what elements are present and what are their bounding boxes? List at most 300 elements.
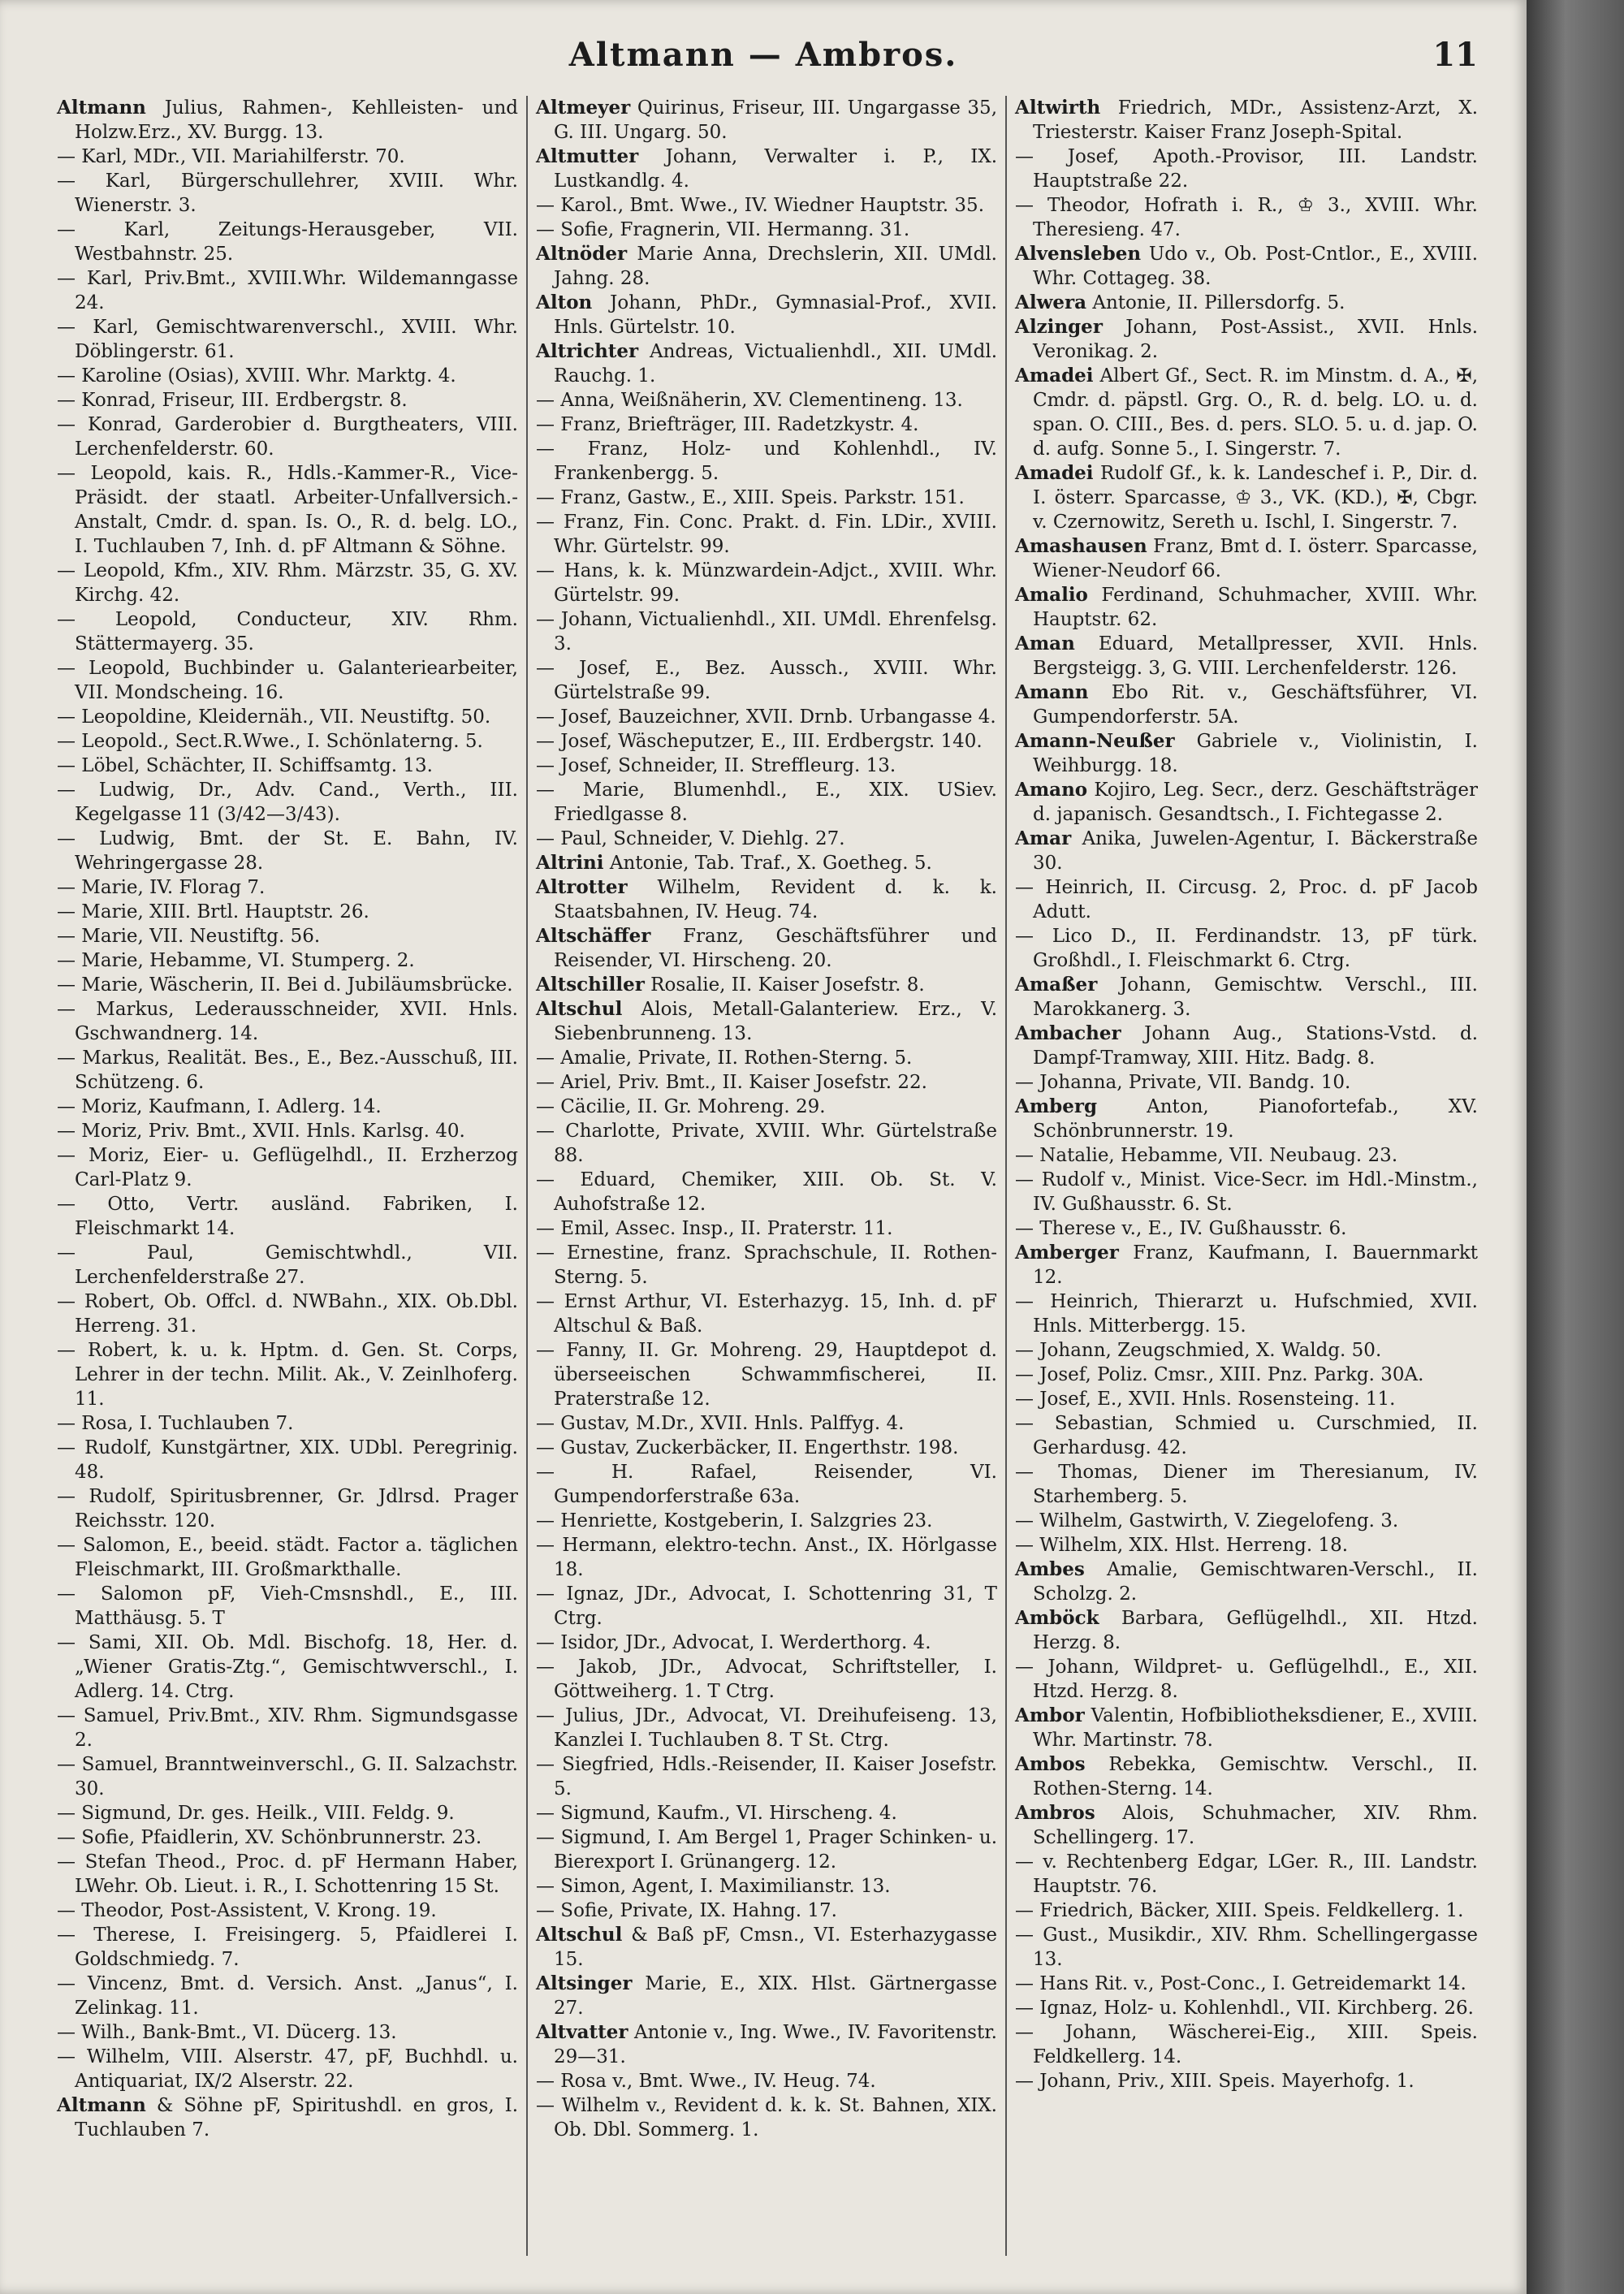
directory-entry xyxy=(1015,1143,1478,1168)
directory-entry xyxy=(536,1411,997,1436)
directory-entry xyxy=(536,1704,997,1752)
directory-entry xyxy=(57,875,518,900)
entry-surname: Amadei xyxy=(1015,365,1094,387)
entry-details: Alois, Metall-Galanteriew. Erz., V. Siebenbrunneng. 13. xyxy=(554,999,997,1044)
directory-entry xyxy=(1015,1972,1478,1996)
entry-details: — Robert, Ob. Offcl. d. NWBahn., XIX. Ob.Dbl. Herreng. 31. xyxy=(57,1291,518,1337)
directory-entry xyxy=(1015,1752,1478,1801)
column-1 xyxy=(49,96,528,2256)
entry-details: — Marie, Blumenhdl., E., XIX. USiev. Friedlgasse 8. xyxy=(536,780,997,825)
entry-details: — Franz, Holz- und Kohlenhdl., IV. Frankenbergg. 5. xyxy=(536,438,997,484)
entry-details: — Wilh., Bank-Bmt., VI. Dücerg. 13. xyxy=(57,2022,397,2043)
entry-details: Eduard, Metallpresser, XVII. Hnls. Bergsteigg. 3, G. VIII. Lerchenfelderstr. 126. xyxy=(1033,633,1478,679)
entry-surname: Altmutter xyxy=(536,145,639,167)
directory-entry xyxy=(536,2069,997,2093)
entry-details: — Sigmund, I. Am Bergel 1, Prager Schinken- u. Bierexport I. Grünangerg. 12. xyxy=(536,1827,997,1873)
directory-entry xyxy=(1015,1533,1478,1557)
entry-surname: Altmeyer xyxy=(536,97,631,119)
directory-entry xyxy=(1015,315,1478,364)
entry-details: — Leopoldine, Kleidernäh., VII. Neustiftg. 50. xyxy=(57,706,491,728)
entry-details: Quirinus, Friseur, III. Ungargasse 35, G. III. Ungarg. 50. xyxy=(554,97,998,143)
entry-surname: Amadei xyxy=(1015,462,1094,484)
directory-entry xyxy=(57,2045,518,2093)
entry-details: — Friedrich, Bäcker, XIII. Speis. Feldkellerg. 1. xyxy=(1015,1900,1464,1921)
entry-surname: Amalio xyxy=(1015,584,1088,606)
entry-details: Franz, Geschäftsführer und Reisender, VI. Hirscheng. 20. xyxy=(554,926,997,971)
entry-details: Antonie v., Ing. Wwe., IV. Favoritenstr. 29—31. xyxy=(554,2022,997,2067)
entry-details: Barbara, Geflügelhdl., XII. Htzd. Herzg. 8. xyxy=(1033,1608,1478,1653)
directory-entry xyxy=(57,1825,518,1850)
entry-details: — Cäcilie, II. Gr. Mohreng. 29. xyxy=(536,1096,826,1117)
directory-entry xyxy=(57,778,518,827)
entry-details: — Moriz, Eier- u. Geflügelhdl., II. Erzherzog Carl-Platz 9. xyxy=(57,1145,518,1190)
directory-entry xyxy=(1015,680,1478,729)
entry-details: — Heinrich, II. Circusg. 2, Proc. d. pF Jacob Adutt. xyxy=(1015,877,1478,922)
entry-details: — Charlotte, Private, XVIII. Whr. Gürtelstraße 88. xyxy=(536,1121,997,1166)
page-header xyxy=(49,36,1478,86)
directory-entry xyxy=(1015,1216,1478,1241)
directory-entry xyxy=(57,656,518,705)
entry-details: Antonie, Tab. Traf., X. Goetheg. 5. xyxy=(609,853,932,874)
directory-entry xyxy=(536,997,997,1046)
page-edge xyxy=(1527,0,1624,2294)
directory-entry xyxy=(1015,583,1478,632)
entry-details: — Otto, Vertr. ausländ. Fabriken, I. Fleischmarkt 14. xyxy=(57,1194,518,1239)
entry-surname: Amberg xyxy=(1015,1095,1098,1117)
entry-surname: Amberger xyxy=(1015,1242,1119,1264)
directory-entry xyxy=(536,559,997,607)
directory-entry xyxy=(1015,1460,1478,1509)
directory-entry xyxy=(536,1241,997,1290)
entry-details: — Josef, Schneider, II. Streffleurg. 13. xyxy=(536,755,896,776)
entry-details: Antonie, II. Pillersdorfg. 5. xyxy=(1092,292,1345,313)
entry-details: — Konrad, Garderobier d. Burgtheaters, VIII. Lerchenfelderstr. 60. xyxy=(57,414,518,460)
entry-details: Anton, Pianofortefab., XV. Schönbrunnerstr. 19. xyxy=(1033,1096,1478,1142)
entry-surname: Altschiller xyxy=(536,974,645,996)
directory-entry xyxy=(1015,1070,1478,1095)
directory-entry xyxy=(57,169,518,218)
entry-details: — Sofie, Pfaidlerin, XV. Schönbrunnerstr. 23. xyxy=(57,1827,482,1848)
entry-details: — Lico D., II. Ferdinandstr. 13, pF türk. Großhdl., I. Fleischmarkt 6. Ctrg. xyxy=(1015,926,1478,971)
entry-details: — Marie, VII. Neustiftg. 56. xyxy=(57,926,321,947)
directory-entry xyxy=(1015,1095,1478,1143)
directory-entry xyxy=(536,218,997,242)
entry-details: — Samuel, Branntweinverschl., G. II. Salzachstr. 30. xyxy=(57,1754,518,1799)
entry-details: Gabriele v., Violinistin, I. Weihburgg. 18. xyxy=(1033,731,1478,776)
directory-entry xyxy=(57,1899,518,1923)
directory-entry xyxy=(57,729,518,754)
entry-surname: Altnöder xyxy=(536,243,628,265)
directory-entry xyxy=(57,900,518,924)
directory-entry xyxy=(536,1046,997,1070)
directory-entry xyxy=(1015,1899,1478,1923)
entry-details: — Leopold, Buchbinder u. Galanteriearbeiter, VII. Mondscheing. 16. xyxy=(57,658,518,703)
directory-entry xyxy=(536,754,997,778)
entry-details: Amalie, Gemischtwaren-Verschl., II. Scholzg. 2. xyxy=(1033,1559,1478,1605)
directory-entry xyxy=(536,1216,997,1241)
directory-entry xyxy=(536,607,997,656)
entry-details: Johann, Post-Assist., XVII. Hnls. Veronikag. 2. xyxy=(1033,317,1479,362)
entry-details: — Rudolf, Kunstgärtner, XIX. UDbl. Peregrinig. 48. xyxy=(57,1437,518,1483)
directory-entry xyxy=(1015,1338,1478,1363)
entry-details: — Fanny, II. Gr. Mohreng. 29, Hauptdepot d. überseeischen Schwammfischerei, II. Praterstraße 12. xyxy=(536,1340,997,1410)
directory-entry xyxy=(57,1119,518,1143)
directory-entry xyxy=(57,461,518,559)
directory-entry xyxy=(536,413,997,437)
directory-entry xyxy=(57,1801,518,1825)
entry-details: — Ludwig, Bmt. der St. E. Bahn, IV. Wehringergasse 28. xyxy=(57,828,518,874)
directory-entry xyxy=(57,1290,518,1338)
entry-details: Johann, Gemischtw. Verschl., III. Marokkanerg. 3. xyxy=(1033,974,1478,1020)
entry-details: — Leopold., Sect.R.Wwe., I. Schönlaterng. 5. xyxy=(57,731,483,752)
entry-surname: Altsinger xyxy=(536,1972,633,1994)
entry-details: — Sami, XII. Ob. Mdl. Bischofg. 18, Her. d. „Wiener Gratis-Ztg.“, Gemischtwverschl., I. Adlerg. 14. Ctrg. xyxy=(57,1632,518,1702)
entry-surname: Altrotter xyxy=(536,876,628,898)
entry-details: Rosalie, II. Kaiser Josefstr. 8. xyxy=(650,974,925,996)
entry-surname: Amann-Neußer xyxy=(1015,730,1175,752)
directory-entry xyxy=(536,924,997,973)
directory-entry xyxy=(1015,875,1478,924)
directory-entry xyxy=(57,1436,518,1484)
directory-entry xyxy=(57,2093,518,2142)
directory-entry xyxy=(536,1752,997,1801)
directory-entry xyxy=(57,2020,518,2045)
entry-details: Ferdinand, Schuhmacher, XVIII. Whr. Hauptstr. 62. xyxy=(1033,585,1478,630)
directory-entry xyxy=(57,1095,518,1119)
entry-details: Franz, Kaufmann, I. Bauernmarkt 12. xyxy=(1033,1242,1478,1288)
directory-entry xyxy=(57,315,518,364)
entry-details: Wilhelm, Revident d. k. k. Staatsbahnen, IV. Heug. 74. xyxy=(554,877,997,922)
directory-entry xyxy=(536,1874,997,1899)
entry-details: — Rosa, I. Tuchlauben 7. xyxy=(57,1413,294,1434)
directory-entry xyxy=(1015,1387,1478,1411)
directory-entry xyxy=(536,242,997,291)
directory-entry xyxy=(1015,1557,1478,1606)
directory-entry xyxy=(536,486,997,510)
entry-details: — Karl, Bürgerschullehrer, XVIII. Whr. Wienerstr. 3. xyxy=(57,171,518,216)
directory-entry xyxy=(57,1192,518,1241)
directory-entry xyxy=(57,1972,518,2020)
directory-entry xyxy=(1015,534,1478,583)
entry-details: — Karl, Zeitungs-Herausgeber, VII. Westbahnstr. 25. xyxy=(57,219,518,265)
directory-entry xyxy=(57,388,518,413)
directory-entry xyxy=(1015,1168,1478,1216)
entry-details: — Josef, Poliz. Cmsr., XIII. Pnz. Parkg. 30A. xyxy=(1015,1364,1424,1385)
directory-entry xyxy=(536,2020,997,2069)
directory-entry xyxy=(1015,1606,1478,1655)
entry-details: Franz, Bmt d. I. österr. Sparcasse, Wiener-Neudorf 66. xyxy=(1033,536,1478,581)
directory-entry xyxy=(57,559,518,607)
directory-entry xyxy=(536,510,997,559)
entry-details: Johann, Verwalter i. P., IX. Lustkandlg. 4. xyxy=(554,146,998,192)
directory-entry xyxy=(1015,973,1478,1022)
directory-entry xyxy=(57,1752,518,1801)
directory-entry xyxy=(1015,1850,1478,1899)
entry-details: — Samuel, Priv.Bmt., XIV. Rhm. Sigmundsgasse 2. xyxy=(57,1705,518,1751)
directory-entry xyxy=(57,1143,518,1192)
entry-details: Johann Aug., Stations-Vstd. d. Dampf-Tramway, XIII. Hitz. Badg. 8. xyxy=(1033,1023,1479,1069)
entry-details: — Siegfried, Hdls.-Reisender, II. Kaiser Josefstr. 5. xyxy=(536,1754,997,1799)
directory-columns xyxy=(49,96,1486,2256)
entry-details: — Salomon pF, Vieh-Cmsnshdl., E., III. Matthäusg. 5. T xyxy=(57,1583,518,1629)
directory-entry xyxy=(536,1509,997,1533)
entry-surname: Amashausen xyxy=(1015,535,1147,557)
directory-entry xyxy=(1015,193,1478,242)
directory-entry xyxy=(1015,632,1478,680)
directory-entry xyxy=(536,656,997,705)
directory-entry xyxy=(57,266,518,315)
directory-entry xyxy=(1015,729,1478,778)
directory-entry xyxy=(536,1533,997,1582)
entry-details: — Karol., Bmt. Wwe., IV. Wiedner Hauptstr. 35. xyxy=(536,195,984,216)
entry-details: — Karl, Priv.Bmt., XVIII.Whr. Wildemanngasse 24. xyxy=(57,268,518,313)
entry-surname: Ambor xyxy=(1015,1704,1085,1726)
directory-entry xyxy=(1015,461,1478,534)
entry-details: — Johann, Priv., XIII. Speis. Mayerhofg. 1. xyxy=(1015,2071,1415,2092)
entry-details: — Heinrich, Thierarzt u. Hufschmied, XVII. Hnls. Mitterbergg. 15. xyxy=(1015,1291,1478,1337)
directory-entry xyxy=(536,1119,997,1168)
directory-entry xyxy=(536,973,997,997)
directory-entry xyxy=(1015,1923,1478,1972)
directory-entry xyxy=(57,145,518,169)
page-number: 11 xyxy=(1432,36,1478,74)
entry-details: Kojiro, Leg. Secr., derz. Geschäftsträger d. japanisch. Gesandtsch., I. Fichtegasse 2. xyxy=(1033,780,1479,825)
entry-details: Albert Gf., Sect. R. im Minstm. d. A., ✠, Cmdr. d. päpstl. Grg. O., R. d. belg. LO. u. d. span. O. CIII., Bes. d. pers. SLO. 5. u. d. jap. O. d. aufg. Sonne 5., I. Singerstr. 7. xyxy=(1033,365,1479,460)
directory-entry xyxy=(1015,1241,1478,1290)
directory-entry xyxy=(57,607,518,656)
directory-entry xyxy=(57,1338,518,1411)
entry-details: Valentin, Hofbibliotheksdiener, E., XVIII. Whr. Martinstr. 78. xyxy=(1033,1705,1478,1751)
directory-entry xyxy=(536,1923,997,1972)
entry-details: — Ignaz, JDr., Advocat, I. Schottenring 31, T Ctrg. xyxy=(536,1583,997,1629)
entry-details: — Rosa v., Bmt. Wwe., IV. Heug. 74. xyxy=(536,2071,876,2092)
directory-entry xyxy=(57,218,518,266)
directory-entry xyxy=(57,1850,518,1899)
directory-entry xyxy=(536,1338,997,1411)
directory-entry xyxy=(57,827,518,875)
directory-entry xyxy=(536,1899,997,1923)
entry-details: — Eduard, Chemiker, XIII. Ob. St. V. Auhofstraße 12. xyxy=(536,1169,997,1215)
entry-details: — Moriz, Priv. Bmt., XVII. Hnls. Karlsg. 40. xyxy=(57,1121,465,1142)
entry-details: — Marie, Hebamme, VI. Stumperg. 2. xyxy=(57,950,415,971)
entry-surname: Ambos xyxy=(1015,1753,1086,1775)
directory-entry xyxy=(536,339,997,388)
entry-details: — Wilhelm v., Revident d. k. k. St. Bahnen, XIX. Ob. Dbl. Sommerg. 1. xyxy=(536,2095,997,2141)
entry-details: Andreas, Victualienhdl., XII. UMdl. Rauchg. 1. xyxy=(554,341,998,387)
entry-details: Julius, Rahmen-, Kehlleisten- und Holzw.Erz., XV. Burgg. 13. xyxy=(75,97,518,143)
entry-details: — Ludwig, Dr., Adv. Cand., Verth., III. Kegelgasse 11 (3/42—3/43). xyxy=(57,780,518,825)
directory-entry xyxy=(57,413,518,461)
entry-surname: Altschul xyxy=(536,1924,623,1946)
directory-entry xyxy=(536,1801,997,1825)
entry-details: — Gustav, Zuckerbäcker, II. Engerthstr. 198. xyxy=(536,1437,959,1458)
entry-details: — Stefan Theod., Proc. d. pF Hermann Haber, LWehr. Ob. Lieut. i. R., I. Schottenring 15 St. xyxy=(57,1851,518,1897)
directory-entry xyxy=(536,729,997,754)
entry-surname: Altschäffer xyxy=(536,925,651,947)
directory-entry xyxy=(57,1046,518,1095)
directory-entry xyxy=(536,2093,997,2142)
entry-surname: Altrichter xyxy=(536,340,639,362)
directory-entry xyxy=(1015,1290,1478,1338)
entry-surname: Amano xyxy=(1015,779,1088,801)
directory-entry xyxy=(536,1290,997,1338)
directory-entry xyxy=(536,1095,997,1119)
directory-entry xyxy=(57,973,518,997)
entry-surname: Altvatter xyxy=(536,2021,628,2043)
directory-entry xyxy=(57,96,518,145)
directory-entry xyxy=(1015,242,1478,291)
directory-entry xyxy=(1015,96,1478,145)
directory-entry xyxy=(536,145,997,193)
directory-entry xyxy=(536,1631,997,1655)
entry-details: — Johann, Wildpret- u. Geflügelhdl., E., XII. Htzd. Herzg. 8. xyxy=(1015,1657,1478,1702)
entry-details: — Josef, Apoth.-Provisor, III. Landstr. Hauptstraße 22. xyxy=(1015,146,1478,192)
entry-surname: Ambes xyxy=(1015,1558,1085,1580)
entry-details: — Marie, XIII. Brtl. Hauptstr. 26. xyxy=(57,901,369,922)
entry-details: — Leopold, Kfm., XIV. Rhm. Märzstr. 35, G. XV. Kirchg. 42. xyxy=(57,560,518,606)
column-3 xyxy=(1007,96,1486,2256)
directory-entry xyxy=(57,1923,518,1972)
directory-entry xyxy=(536,1972,997,2020)
entry-details: Marie Anna, Drechslerin, XII. UMdl. Jahng. 28. xyxy=(554,244,997,289)
entry-surname: Altwirth xyxy=(1015,97,1101,119)
directory-entry xyxy=(1015,2069,1478,2093)
entry-surname: Altmann xyxy=(57,2094,146,2116)
directory-entry xyxy=(57,364,518,388)
entry-details: — Thomas, Diener im Theresianum, IV. Starhemberg. 5. xyxy=(1015,1462,1478,1507)
directory-entry xyxy=(57,1411,518,1436)
entry-details: — Henriette, Kostgeberin, I. Salzgries 23. xyxy=(536,1510,933,1531)
directory-entry xyxy=(57,754,518,778)
directory-entry xyxy=(536,1168,997,1216)
entry-details: — Markus, Realität. Bes., E., Bez.-Ausschuß, III. Schützeng. 6. xyxy=(57,1048,518,1093)
entry-surname: Altschul xyxy=(536,998,623,1020)
entry-surname: Amar xyxy=(1015,827,1072,849)
entry-surname: Amaßer xyxy=(1015,974,1098,996)
entry-details: — Jakob, JDr., Advocat, Schriftsteller, I. Göttweiherg. 1. T Ctrg. xyxy=(536,1657,997,1702)
entry-details: — Vincenz, Bmt. d. Versich. Anst. „Janus“, I. Zelinkag. 11. xyxy=(57,1973,518,2019)
directory-entry xyxy=(1015,1996,1478,2020)
directory-entry xyxy=(536,96,997,145)
entry-surname: Ambacher xyxy=(1015,1022,1121,1044)
directory-entry xyxy=(536,851,997,875)
entry-details: — Josef, E., Bez. Aussch., XVIII. Whr. Gürtelstraße 99. xyxy=(536,658,997,703)
entry-details: — Theodor, Hofrath i. R., ♔ 3., XVIII. Whr. Theresieng. 47. xyxy=(1015,195,1478,240)
entry-details: — Amalie, Private, II. Rothen-Sterng. 5. xyxy=(536,1048,913,1069)
entry-details: — Ignaz, Holz- u. Kohlenhdl., VII. Kirchberg. 26. xyxy=(1015,1998,1474,2019)
entry-details: — Sofie, Fragnerin, VII. Hermanng. 31. xyxy=(536,219,910,240)
entry-details: — Sofie, Private, IX. Hahng. 17. xyxy=(536,1900,837,1921)
entry-details: — Johann, Zeugschmied, X. Waldg. 50. xyxy=(1015,1340,1382,1361)
entry-details: — Gust., Musikdir., XIV. Rhm. Schellingergasse 13. xyxy=(1015,1925,1478,1970)
directory-entry xyxy=(1015,1411,1478,1460)
entry-surname: Amann xyxy=(1015,681,1089,703)
entry-details: — Therese, I. Freisingerg. 5, Pfaidlerei I. Goldschmiedg. 7. xyxy=(57,1925,518,1970)
entry-details: — Ernst Arthur, VI. Esterhazyg. 15, Inh. d. pF Altschul & Baß. xyxy=(536,1291,997,1337)
entry-details: Johann, PhDr., Gymnasial-Prof., XVII. Hnls. Gürtelstr. 10. xyxy=(554,292,997,338)
entry-details: — Salomon, E., beeid. städt. Factor a. täglichen Fleischmarkt, III. Großmarkthalle. xyxy=(57,1535,518,1580)
directory-entry xyxy=(1015,778,1478,827)
directory-entry xyxy=(1015,1801,1478,1850)
entry-details: — Gustav, M.Dr., XVII. Hnls. Palffyg. 4. xyxy=(536,1413,905,1434)
entry-details: — Isidor, JDr., Advocat, I. Werderthorg. 4. xyxy=(536,1632,931,1653)
directory-entry xyxy=(1015,2020,1478,2069)
entry-details: — Marie, IV. Florag 7. xyxy=(57,877,266,898)
entry-details: Marie, E., XIX. Hlst. Gärtnergasse 27. xyxy=(554,1973,997,2019)
entry-details: — Johanna, Private, VII. Bandg. 10. xyxy=(1015,1072,1351,1093)
directory-entry xyxy=(536,875,997,924)
entry-details: — Sigmund, Kaufm., VI. Hirscheng. 4. xyxy=(536,1803,897,1824)
entry-details: & Söhne pF, Spiritushdl. en gros, I. Tuchlauben 7. xyxy=(75,2095,518,2141)
directory-entry xyxy=(1015,291,1478,315)
entry-details: — Hans, k. k. Münzwardein-Adjct., XVIII. Whr. Gürtelstr. 99. xyxy=(536,560,997,606)
entry-details: — Marie, Wäscherin, II. Bei d. Jubiläumsbrücke. xyxy=(57,974,513,996)
entry-details: — Karl, MDr., VII. Mariahilferstr. 70. xyxy=(57,146,405,167)
entry-details: — Sigmund, Dr. ges. Heilk., VIII. Feldg. 9. xyxy=(57,1803,455,1824)
entry-details: Rudolf Gf., k. k. Landeschef i. P., Dir. d. I. österr. Sparcasse, ♔ 3., VK. (KD.), ✠, Cbgr. v. Czernowitz, Sereth u. Ischl, I. Singerstr. 7. xyxy=(1033,463,1479,533)
entry-details: — Wilhelm, VIII. Alserstr. 47, pF, Buchhdl. u. Antiquariat, IX/2 Alserstr. 22. xyxy=(57,2046,518,2092)
entry-details: — Therese v., E., IV. Gußhausstr. 6. xyxy=(1015,1218,1347,1239)
entry-details: — Wilhelm, XIX. Hlst. Herreng. 18. xyxy=(1015,1535,1349,1556)
directory-entry xyxy=(57,1533,518,1582)
directory-entry xyxy=(1015,1363,1478,1387)
directory-entry xyxy=(1015,1704,1478,1752)
entry-details: — Josef, Bauzeichner, XVII. Drnb. Urbangasse 4. xyxy=(536,706,996,728)
entry-details: Friedrich, MDr., Assistenz-Arzt, X. Triesterstr. Kaiser Franz Joseph-Spital. xyxy=(1033,97,1478,143)
entry-details: — Ariel, Priv. Bmt., II. Kaiser Josefstr. 22. xyxy=(536,1072,927,1093)
entry-details: — Löbel, Schächter, II. Schiffsamtg. 13. xyxy=(57,755,433,776)
directory-entry xyxy=(536,291,997,339)
entry-details: — Sebastian, Schmied u. Curschmied, II. Gerhardusg. 42. xyxy=(1015,1413,1478,1458)
entry-details: Rebekka, Gemischtw. Verschl., II. Rothen-Sterng. 14. xyxy=(1033,1754,1478,1799)
directory-entry xyxy=(57,1241,518,1290)
entry-details: — Leopold, kais. R., Hdls.-Kammer-R., Vice-Präsidt. der staatl. Arbeiter-Unfallversich.-Anstalt, Cmdr. d. span. Is. O., R. d. belg. LO., I. Tuchlauben 7, Inh. d. pF Altmann & Söhne. xyxy=(57,463,518,557)
entry-details: — Franz, Fin. Conc. Prakt. d. Fin. LDir., XVIII. Whr. Gürtelstr. 99. xyxy=(536,512,997,557)
entry-details: — Karoline (Osias), XVIII. Whr. Marktg. 4. xyxy=(57,365,456,387)
directory-entry xyxy=(536,778,997,827)
entry-details: — Josef, E., XVII. Hnls. Rosensteing. 11. xyxy=(1015,1389,1396,1410)
directory-entry xyxy=(1015,145,1478,193)
directory-entry xyxy=(57,924,518,948)
directory-entry xyxy=(536,1436,997,1460)
entry-details: Alois, Schuhmacher, XIV. Rhm. Schellingerg. 17. xyxy=(1033,1803,1478,1848)
directory-entry xyxy=(536,705,997,729)
directory-entry xyxy=(57,1631,518,1704)
entry-details: — Johann, Victualienhdl., XII. UMdl. Ehrenfelsg. 3. xyxy=(536,609,997,655)
entry-details: — Rudolf, Spiritusbrenner, Gr. Jdlrsd. Prager Reichsstr. 120. xyxy=(57,1486,518,1531)
directory-entry xyxy=(57,1704,518,1752)
entry-details: — Johann, Wäscherei-Eig., XIII. Speis. Feldkellerg. 14. xyxy=(1015,2022,1478,2067)
column-2 xyxy=(528,96,1007,2256)
entry-surname: Alvensleben xyxy=(1015,243,1142,265)
directory-entry xyxy=(536,1582,997,1631)
entry-details: — Hans Rit. v., Post-Conc., I. Getreidemarkt 14. xyxy=(1015,1973,1466,1994)
directory-entry xyxy=(57,705,518,729)
entry-details: — Franz, Briefträger, III. Radetzkystr. 4. xyxy=(536,414,919,435)
directory-entry xyxy=(536,1460,997,1509)
directory-entry xyxy=(536,388,997,413)
directory-entry xyxy=(536,193,997,218)
entry-details: — Theodor, Post-Assistent, V. Krong. 19. xyxy=(57,1900,437,1921)
entry-details: — H. Rafael, Reisender, VI. Gumpendorferstraße 63a. xyxy=(536,1462,997,1507)
entry-details: — Rudolf v., Minist. Vice-Secr. im Hdl.-Minstm., IV. Gußhausstr. 6. St. xyxy=(1015,1169,1478,1215)
entry-details: — Simon, Agent, I. Maximilianstr. 13. xyxy=(536,1876,891,1897)
entry-surname: Alton xyxy=(536,292,593,313)
entry-details: Udo v., Ob. Post-Cntlor., E., XVIII. Whr. Cottageg. 38. xyxy=(1033,244,1479,289)
entry-details: — Leopold, Conducteur, XIV. Rhm. Stättermayerg. 35. xyxy=(57,609,518,655)
directory-entry xyxy=(1015,1509,1478,1533)
directory-entry xyxy=(1015,827,1478,875)
